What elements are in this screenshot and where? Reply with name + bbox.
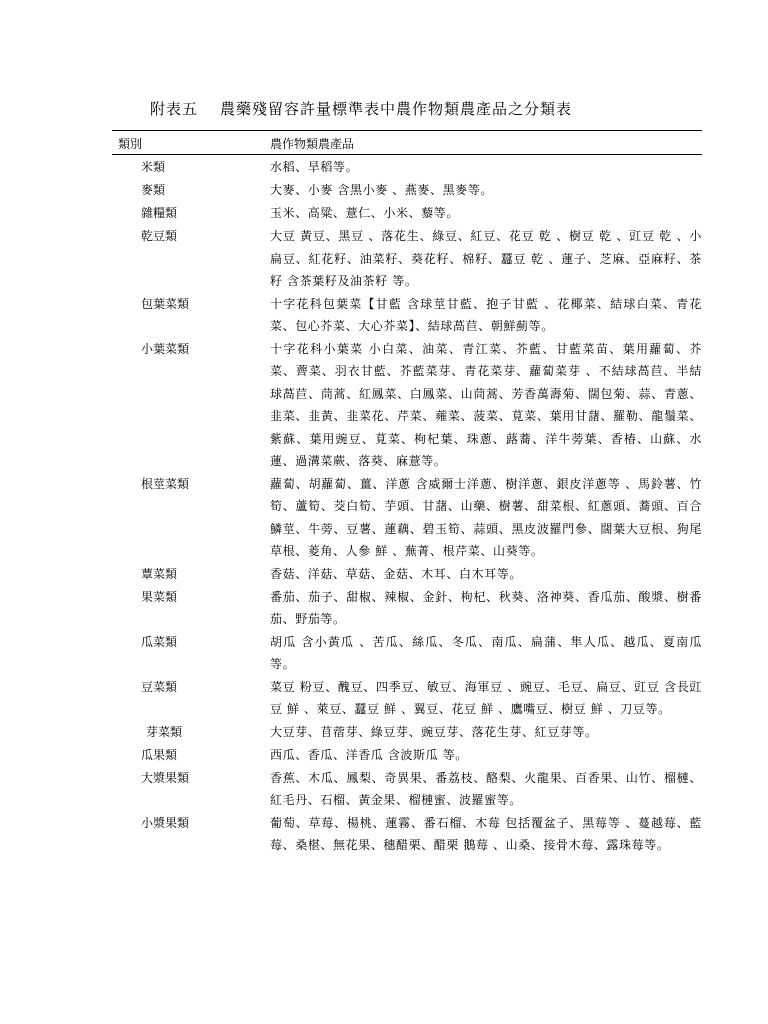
products-cell: 玉米、高粱、薏仁、小米、藜等。 <box>270 206 460 220</box>
products-cell: 大豆芽、苜蓿芽、綠豆芽、豌豆芽、落花生芽、紅豆芽等。 <box>270 724 598 739</box>
table-row <box>0 767 768 812</box>
table-row <box>0 586 768 631</box>
products-cell: 大麥、小麥 含黑小麥 、燕麥、黑麥等。 <box>270 183 494 197</box>
category-cell: 米類 <box>141 160 166 174</box>
classification-table <box>0 156 768 857</box>
column-header-category: 類別 <box>118 137 143 151</box>
table-row <box>0 293 768 338</box>
category-cell: 根莖菜類 <box>141 476 190 491</box>
table-row <box>0 338 768 473</box>
products-cell: 香菇、洋菇、草菇、金菇、木耳、白木耳等。 <box>270 566 523 581</box>
products-cell: 水稻、旱稻等。 <box>270 160 359 174</box>
table-row <box>0 744 768 767</box>
category-cell: 果菜類 <box>141 589 178 604</box>
products-cell: 胡瓜 含小黃瓜 、苦瓜、絲瓜、冬瓜、南瓜、扁蒲、隼人瓜、越瓜、夏南瓜等。 <box>270 634 702 671</box>
title-prefix: 附表五 <box>150 100 199 118</box>
table-row <box>0 473 768 563</box>
category-cell: 小葉菜類 <box>141 341 190 356</box>
products-cell: 十字花科包葉菜【甘藍 含球莖甘藍、抱子甘藍 、花椰菜、結球白菜、青花菜、包心芥菜、大心芥菜】、結球萵苣、朝鮮薊等。 <box>270 296 702 333</box>
category-cell: 小漿果類 <box>141 815 190 830</box>
products-cell: 十字花科小葉菜 小白菜、油菜、青江菜、芥藍、甘藍菜苗、葉用蘿蔔、芥菜、薺菜、羽衣甘藍、芥藍菜芽、青花菜芽、蘿蔔菜芽 、不結球萵苣、半結球萵苣、茼蒿、紅鳳菜、白鳳菜、山茼蒿、芳香萬壽菊、闊包菊、蒜、青蔥、韭菜、韭黃、韭菜花、芹菜、蕹菜、菠菜、莧菜、葉用甘藷、羅勒、龍鬚菜、紫蘇、葉用豌豆、莧菜、枸杞葉、珠蔥、蕗蕎、洋牛蒡葉、香椿、山蘇、水蓮、過溝菜蕨、落葵、麻薏等。 <box>270 341 702 468</box>
category-cell: 乾豆類 <box>141 229 178 243</box>
table-row <box>0 676 768 721</box>
category-cell: 芽菜類 <box>146 724 183 739</box>
products-cell: 西瓜、香瓜、洋香瓜 含波斯瓜 等。 <box>270 747 468 762</box>
table-row <box>0 721 768 744</box>
products-cell: 番茄、茄子、甜椒、辣椒、金針、枸杞、秋葵、洛神葵、香瓜茄、酸漿、樹番茄、野茄等。 <box>270 589 702 626</box>
table-row <box>0 563 768 586</box>
table-row <box>0 812 768 857</box>
category-cell: 大漿果類 <box>141 770 190 785</box>
products-cell: 香蕉、木瓜、鳳梨、奇異果、番荔枝、酪梨、火龍果、百香果、山竹、榴槤、紅毛丹、石榴、黃金果、榴槤蜜、波羅蜜等。 <box>270 770 702 807</box>
table-row <box>0 631 768 676</box>
column-header-products: 農作物類農產品 <box>270 137 355 151</box>
page-title <box>150 98 572 119</box>
table-header-rule <box>112 154 702 155</box>
table-top-rule <box>112 130 702 131</box>
category-cell: 瓜果類 <box>141 747 178 762</box>
products-cell: 蘿蔔、胡蘿蔔、薑、洋蔥 含威爾士洋蔥、樹洋蔥、銀皮洋蔥等 、馬鈴薯、竹筍、蘆筍、茭白筍、芋頭、甘藷、山藥、樹薯、甜菜根、紅蔥頭、蕎頭、百合鱗莖、牛蒡、豆薯、蓮藕、碧玉筍、蒜頭、黑皮波羅門參、闊葉大豆根、狗尾草根、菱角、人參 鮮 、蕪菁、根芹菜、山葵等。 <box>270 476 702 558</box>
category-cell: 豆菜類 <box>141 679 178 694</box>
category-cell: 麥類 <box>141 183 166 197</box>
table-row <box>0 202 768 225</box>
products-cell: 葡萄、草莓、楊桃、蓮霧、番石榴、木莓 包括覆盆子、黑莓等 、蔓越莓、藍莓、桑椹、無花果、穗醋栗、醋栗 鵝莓 、山桑、接骨木莓、露珠莓等。 <box>270 815 702 852</box>
category-cell: 雜糧類 <box>141 206 178 220</box>
category-cell: 瓜菜類 <box>141 634 178 649</box>
category-cell: 包葉菜類 <box>141 296 190 311</box>
table-row <box>0 156 768 179</box>
products-cell: 菜豆 粉豆、醜豆、四季豆、敏豆、海軍豆 、豌豆、毛豆、扁豆、豇豆 含長豇豆 鮮 、萊豆、蠶豆 鮮 、翼豆、花豆 鮮 、鷹嘴豆、樹豆 鮮 、刀豆等。 <box>270 679 702 716</box>
category-cell: 蕈菜類 <box>141 566 178 581</box>
title-text: 農藥殘留容許量標準表中農作物類農產品之分類表 <box>220 100 573 118</box>
table-row <box>0 225 768 293</box>
table-row <box>0 179 768 202</box>
products-cell: 大豆 黃豆、黑豆 、落花生、綠豆、紅豆、花豆 乾 、樹豆 乾 、豇豆 乾 、小扁豆、紅花籽、油菜籽、葵花籽、棉籽、蠶豆 乾 、蓮子、芝麻、亞麻籽、茶籽 含茶葉籽及油茶籽 等。 <box>270 229 702 288</box>
